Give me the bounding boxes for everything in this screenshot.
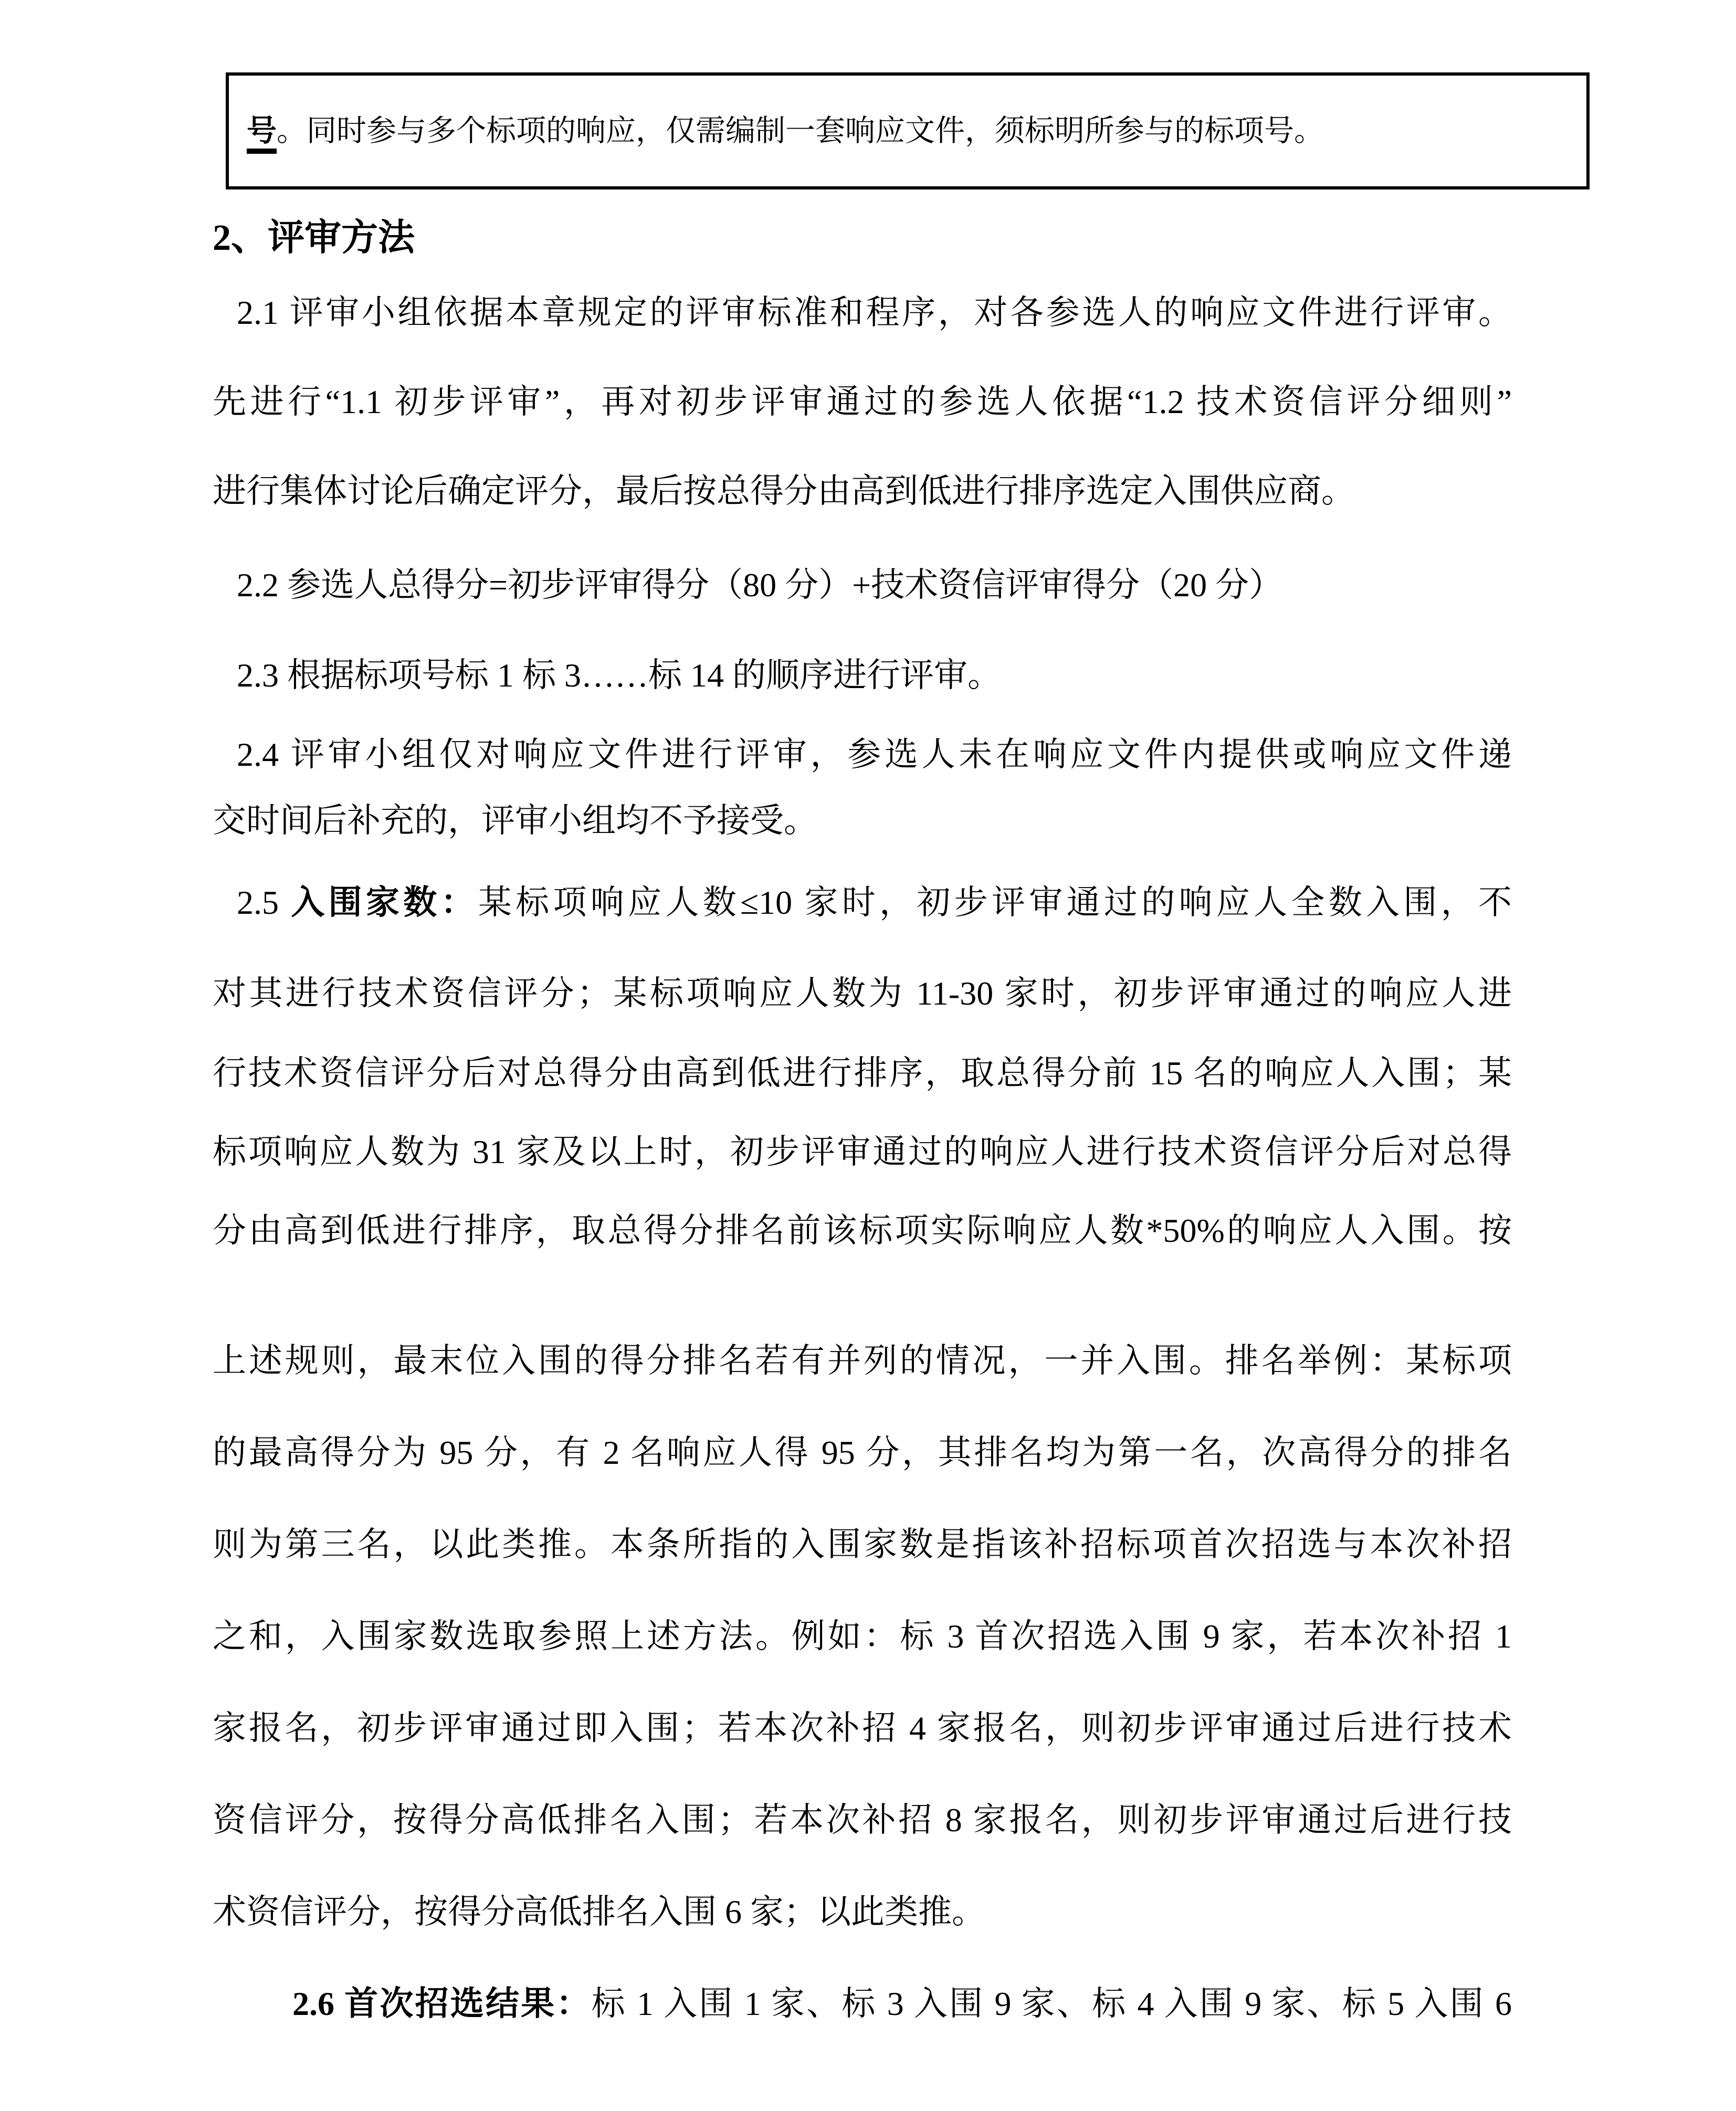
para-2-5-line-3: 行技术资信评分后对总得分由高到低进行排序，取总得分前 15 名的响应人入围；某 [213,1054,1512,1092]
notice-box-body: 。同时参与多个标项的响应，仅需编制一套响应文件，须标明所参与的标项号。 [277,114,1324,147]
para-2-2-line-1: 2.2 参选人总得分=初步评审得分（80 分）+技术资信评审得分（20 分） [237,566,1283,604]
notice-box [226,72,1590,189]
para-2-1-line-2: 先进行“1.1 初步评审”，再对初步评审通过的参选人依据“1.2 技术资信评分细则” [213,383,1512,420]
section-heading: 2、评审方法 [213,218,415,258]
para-2-5-line-1 [213,883,1512,925]
para-2-5-label: 入围家数： [291,884,478,921]
para-2-5-line-12: 术资信评分，按得分高低排名入围 6 家；以此类推。 [213,1893,985,1930]
para-2-5-line-5: 分由高到低进行排序，取总得分排名前该标项实际响应人数*50%的响应人入围。按 [213,1212,1512,1249]
para-2-5-line-10: 家报名，初步评审通过即入围；若本次补招 4 家报名，则初步评审通过后进行技术 [213,1709,1512,1747]
para-2-4-line-1: 2.4 评审小组仅对响应文件进行评审，参选人未在响应文件内提供或响应文件递 [237,736,1512,773]
para-2-6-rest: 标 1 入围 1 家、标 3 入围 9 家、标 4 入围 9 家、标 5 入围 6 [591,1985,1512,2022]
para-2-1-line-3: 进行集体讨论后确定评分，最后按总得分由高到低进行排序选定入围供应商。 [213,472,1355,510]
para-2-5-line-6: 上述规则，最末位入围的得分排名若有并列的情况，一并入围。排名举例：某标项 [213,1342,1512,1379]
para-2-5-line-11: 资信评分，按得分高低排名入围；若本次补招 8 家报名，则初步评审通过后进行技 [213,1801,1512,1839]
para-2-5-line-4: 标项响应人数为 31 家及以上时，初步评审通过的响应人进行技术资信评分后对总得 [213,1133,1512,1170]
para-2-5-number: 2.5 [237,884,291,921]
para-2-4-line-2: 交时间后补充的，评审小组均不予接受。 [213,802,817,839]
para-2-6-line-1 [213,1984,1512,2026]
notice-box-text [247,112,1324,151]
para-2-5-line-7: 的最高得分为 95 分，有 2 名响应人得 95 分，其排名均为第一名，次高得分的排名 [213,1434,1512,1471]
para-2-1-line-1: 2.1 评审小组依据本章规定的评审标准和程序，对各参选人的响应文件进行评审。 [237,294,1512,331]
para-2-5-line-1-rest: 某标项响应人数≤10 家时，初步评审通过的响应人全数入围，不 [478,884,1512,921]
notice-box-keyword: 号 [247,114,277,154]
para-2-5-line-2: 对其进行技术资信评分；某标项响应人数为 11-30 家时，初步评审通过的响应人进 [213,975,1512,1012]
para-2-5-line-8: 则为第三名，以此类推。本条所指的入围家数是指该补招标项首次招选与本次补招 [213,1526,1512,1563]
para-2-3-line-1: 2.3 根据标项号标 1 标 3……标 14 的顺序进行评审。 [237,657,1001,694]
para-2-6-label: 2.6 首次招选结果： [292,1985,592,2022]
para-2-5-line-9: 之和，入围家数选取参照上述方法。例如：标 3 首次招选入围 9 家，若本次补招 1 [213,1618,1512,1655]
